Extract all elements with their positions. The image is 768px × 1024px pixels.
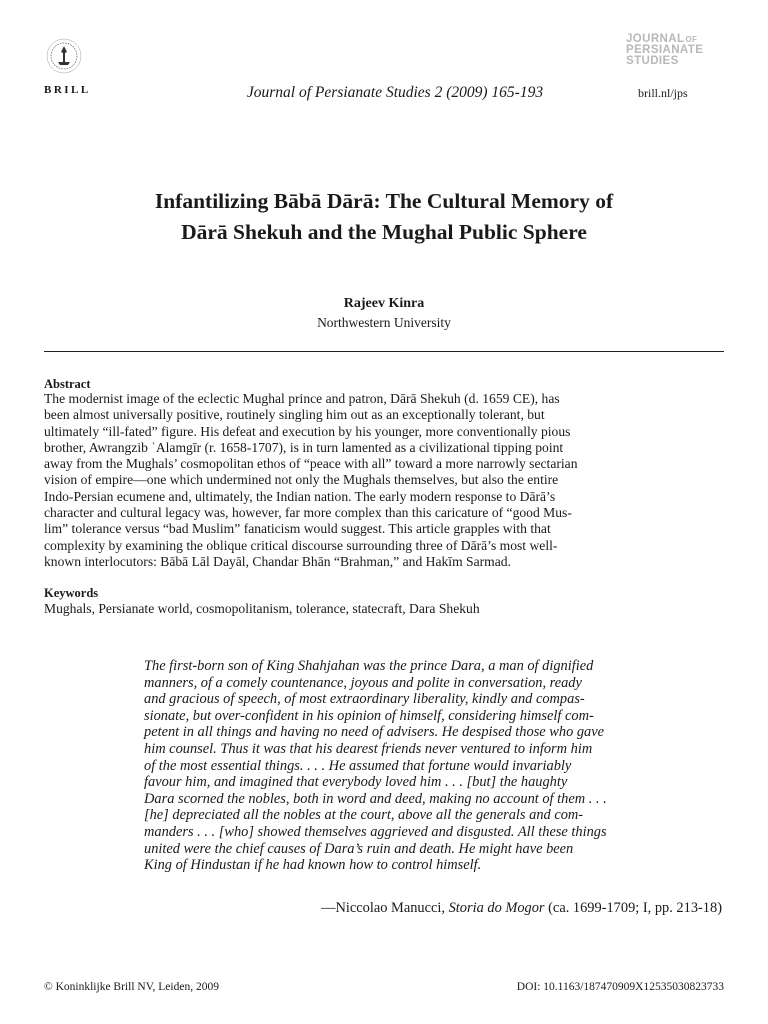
journal-logo: JOURNALOF PERSIANATE STUDIES: [626, 33, 704, 67]
abstract-line: complexity by examining the oblique critical discourse surrounding three of Dārā’s most well-: [44, 537, 558, 553]
journal-url[interactable]: brill.nl/jps: [638, 86, 688, 100]
epigraph-attribution: —Niccolao Manucci, Storia do Mogor (ca. 1699-1709; I, pp. 213-18): [321, 900, 722, 916]
epigraph-line: and gracious of speech, of most extraordinary liberality, kindly and compas-: [144, 691, 585, 708]
copyright-notice: © Koninklijke Brill NV, Leiden, 2009: [44, 981, 219, 993]
article-title: Infantilizing Bābā Dārā: The Cultural Memory of Dārā Shekuh and the Mughal Public Sphere: [154, 189, 614, 244]
abstract-heading: Abstract: [44, 377, 91, 391]
epigraph-line: of the most essential things. . . . He assumed that fortune would invariably: [144, 757, 572, 774]
epigraph-line: him counsel. Thus it was that his dearest friends never ventured to inform him: [144, 740, 593, 757]
abstract-line: vision of empire—one which undermined not only the Mughals themselves, but also the entire: [44, 472, 559, 488]
epigraph-line: manders . . . [who] showed themselves aggrieved and disgusted. All these things: [144, 823, 607, 840]
brill-wordmark: BRILL: [44, 84, 91, 96]
epigraph-line: favour him, and imagined that everybody loved him . . . [but] the haughty: [144, 774, 568, 791]
author-name: Rajeev Kinra: [343, 296, 425, 311]
abstract-line: ultimately “ill-fated” figure. His defeat and execution by his younger, more conventionally pious: [44, 423, 571, 439]
doi-reference[interactable]: DOI: 10.1163/187470909X12535030823733: [516, 981, 724, 993]
abstract-body: [44, 391, 724, 570]
abstract-line: The modernist image of the eclectic Mughal prince and patron, Dārā Shekuh (d. 1659 CE), has: [44, 391, 560, 406]
abstract-line: known interlocutors: Bābā Lāl Dayāl, Chandar Bhān “Brahman,” and Hakīm Sarmad.: [44, 553, 511, 569]
title-divider: [44, 351, 724, 352]
epigraph-line: united were the chief causes of Dara’s ruin and death. He might have been: [144, 840, 574, 857]
keywords-heading: Keywords: [44, 586, 99, 600]
epigraph-line: petent in all things and having no need of advisers. He despised those who gave: [144, 724, 605, 741]
epigraph-line: manners, of a comely countenance, joyous and polite in conversation, ready: [144, 674, 582, 691]
journal-reference: Journal of Persianate Studies 2 (2009) 165-193: [246, 84, 544, 101]
epigraph-quote: [144, 658, 724, 874]
author-affiliation: Northwestern University: [317, 315, 451, 330]
abstract-line: away from the Mughals’ cosmopolitan ethos of “peace with all” toward a more narrowly sectarian: [44, 456, 578, 472]
epigraph-line: The first-born son of King Shahjahan was the prince Dara, a man of dignified: [144, 658, 594, 674]
epigraph-line: [he] depreciated all the nobles at the court, above all the generals and com-: [144, 807, 584, 824]
epigraph-line: Dara scorned the nobles, both in word and deed, making no account of them . . .: [144, 790, 607, 807]
abstract-line: been almost universally positive, routinely singling him out as an exceptionally tolerant, but: [44, 407, 545, 423]
abstract-line: lim” tolerance versus “bad Muslim” fanaticism would suggest. This article grapples with that: [44, 521, 551, 537]
epigraph-line: sionate, but over-confident in his opinion of himself, considering himself com-: [144, 707, 594, 724]
keywords-list: Mughals, Persianate world, cosmopolitanism, tolerance, statecraft, Dara Shekuh: [44, 601, 480, 616]
abstract-line: Indo-Persian ecumene and, ultimately, the Indian nation. The early modern response to Dārā’s: [44, 488, 556, 504]
epigraph-line: King of Hindustan if he had known how to control himself.: [144, 857, 482, 874]
abstract-line: brother, Awrangzib ʿAlamgīr (r. 1658-1707), is in turn lamented as a civilizational tipping point: [44, 439, 564, 455]
abstract-line: character and cultural legacy was, however, far more complex than this caricature of “good Mus-: [44, 505, 572, 521]
